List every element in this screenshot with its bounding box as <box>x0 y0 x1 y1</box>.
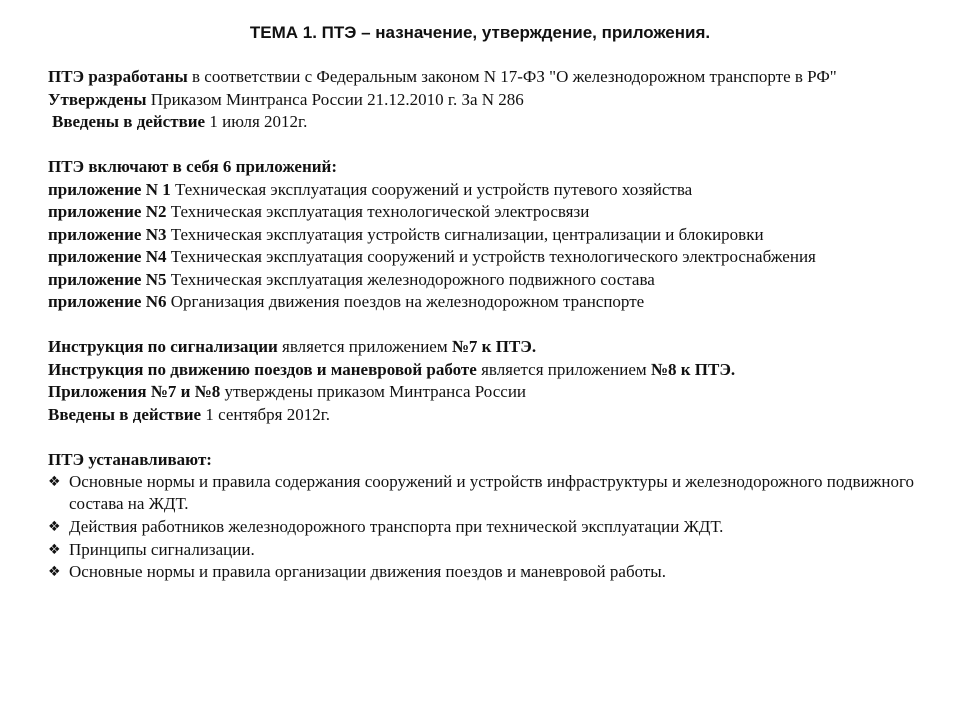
instruction-approved-text: утверждены приказом Минтранса России <box>220 382 527 401</box>
appendix-item <box>48 179 692 201</box>
instruction-effective <box>48 404 330 426</box>
intro-approved-label: Утверждены <box>48 90 147 109</box>
instruction-traffic-label: Инструкция по движению поездов и маневровой работе <box>48 360 477 379</box>
appendix-item <box>48 201 589 223</box>
appendix-text: Техническая эксплуатация сооружений и устройств технологического электроснабжения <box>166 247 816 266</box>
instruction-signal <box>48 336 536 358</box>
intro-developed-label: ПТЭ разработаны <box>48 67 188 86</box>
page-title: ТЕМА 1. ПТЭ – назначение, утверждение, приложения. <box>249 23 711 42</box>
intro-effective-text: 1 июля 2012г. <box>205 112 308 131</box>
establish-item <box>48 561 928 583</box>
establish-item <box>48 539 928 561</box>
appendix-label: приложение N 1 <box>48 180 171 199</box>
diamond-bullet-icon: ❖ <box>48 564 61 580</box>
appendix-text: Техническая эксплуатация железнодорожного подвижного состава <box>166 270 655 289</box>
establish-item <box>48 516 928 538</box>
appendix-text: Техническая эксплуатация устройств сигнализации, централизации и блокировки <box>166 225 764 244</box>
intro-approved-text: Приказом Минтранса России 21.12.2010 г. За N 286 <box>146 90 524 109</box>
establish-item-text: Основные нормы и правила организации движения поездов и маневровой работы. <box>69 562 666 581</box>
intro-effective <box>52 111 307 133</box>
appendix-item <box>48 291 644 313</box>
appendix-item <box>48 246 816 268</box>
appendix-label: приложение N2 <box>48 202 167 221</box>
establish-heading: ПТЭ устанавливают: <box>48 450 212 469</box>
intro-developed <box>48 66 837 88</box>
intro-effective-label: Введены в действие <box>52 112 206 131</box>
appendix-label: приложение N4 <box>48 247 167 266</box>
appendix-label: приложение N6 <box>48 292 167 311</box>
instruction-traffic <box>48 359 735 381</box>
diamond-bullet-icon: ❖ <box>48 474 61 490</box>
appendix-text: Техническая эксплуатация технологической электросвязи <box>166 202 590 221</box>
instruction-signal-text: является приложением <box>277 337 452 356</box>
instruction-approved-label: Приложения №7 и №8 <box>48 382 221 401</box>
establish-item-text: Принципы сигнализации. <box>69 540 255 559</box>
instruction-signal-label: Инструкция по сигнализации <box>48 337 278 356</box>
instruction-signal-ref: №7 к ПТЭ. <box>451 337 537 356</box>
instruction-effective-label: Введены в действие <box>48 405 202 424</box>
establish-item-text: Действия работников железнодорожного транспорта при технической эксплуатации ЖДТ. <box>69 517 724 536</box>
appendices-heading: ПТЭ включают в себя 6 приложений: <box>48 157 338 176</box>
appendix-text: Организация движения поездов на железнодорожном транспорте <box>166 292 645 311</box>
appendix-item <box>48 224 764 246</box>
appendix-text: Техническая эксплуатация сооружений и устройств путевого хозяйства <box>170 180 693 199</box>
appendix-label: приложение N5 <box>48 270 167 289</box>
establish-item <box>48 471 928 515</box>
instruction-approved <box>48 381 526 403</box>
instruction-effective-text: 1 сентября 2012г. <box>201 405 331 424</box>
appendix-label: приложение N3 <box>48 225 167 244</box>
appendix-item <box>48 269 655 291</box>
establish-item-text: Основные нормы и правила содержания сооружений и устройств инфраструктуры и железнодорожного подвижного состава на ЖДТ. <box>69 472 915 513</box>
instruction-traffic-text: является приложением <box>476 360 651 379</box>
intro-developed-text: в соответствии с Федеральным законом N 17-ФЗ "О железнодорожном транспорте в РФ" <box>187 67 837 86</box>
diamond-bullet-icon: ❖ <box>48 519 61 535</box>
intro-approved <box>48 89 524 111</box>
diamond-bullet-icon: ❖ <box>48 542 61 558</box>
instruction-traffic-ref: №8 к ПТЭ. <box>650 360 736 379</box>
